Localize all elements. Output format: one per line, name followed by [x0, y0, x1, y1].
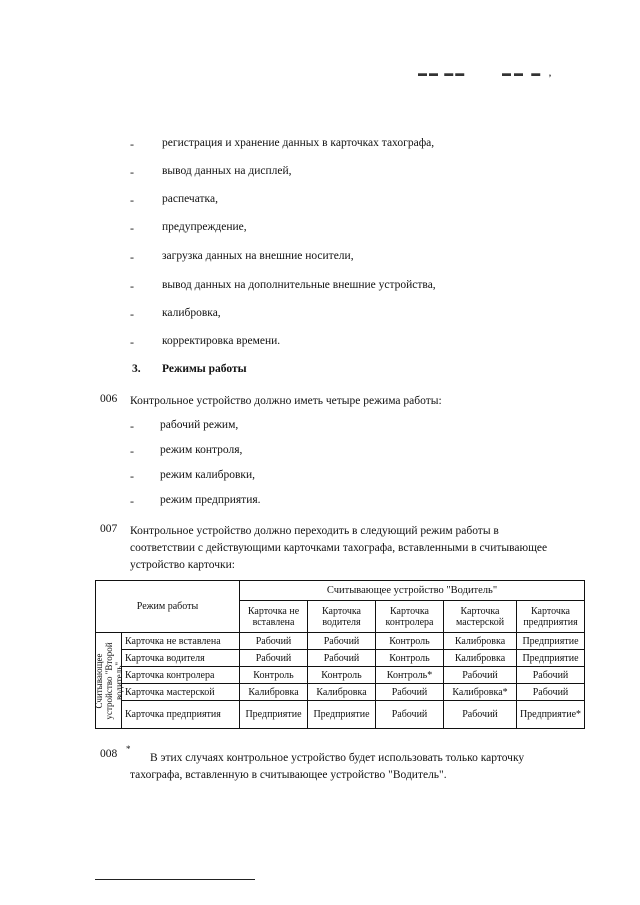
table-cell: Рабочий	[240, 650, 308, 667]
scan-mark-right: ▬▬ ▬ ‚	[502, 68, 555, 78]
list-item: распечатка,	[162, 193, 218, 205]
list-item: загрузка данных на внешние носители,	[162, 250, 354, 262]
table-cell: Контроль	[376, 650, 444, 667]
table-cell: Калибровка	[240, 684, 308, 701]
table-cell: Предприятие	[308, 701, 376, 729]
list-item: калибровка,	[162, 307, 221, 319]
row-header: Карточка не вставлена	[122, 633, 240, 650]
section-heading	[132, 363, 247, 375]
table-cell: Калибровка*	[444, 684, 517, 701]
table-cell: Рабочий	[308, 650, 376, 667]
section-title: Режимы работы	[162, 363, 247, 375]
table-cell: Рабочий	[376, 701, 444, 729]
corner-header: Режим работы	[96, 581, 240, 633]
table-cell: Контроль	[376, 633, 444, 650]
column-header: Карточка водителя	[308, 601, 376, 633]
paragraph-number-007: 007	[100, 523, 118, 535]
paragraph-006-text: Контрольное устройство должно иметь четыре режима работы:	[130, 395, 442, 407]
table-cell: Предприятие*	[517, 701, 585, 729]
table-cell: Рабочий	[444, 667, 517, 684]
list-item: корректировка времени.	[162, 335, 281, 347]
list-dash: -	[130, 494, 134, 508]
paragraph-number-008: 008	[100, 748, 118, 760]
table-cell: Рабочий	[308, 633, 376, 650]
list-dash: -	[130, 444, 134, 458]
paragraph-line: тахографа, вставленную в считывающее устройство "Водитель".	[130, 769, 447, 781]
table-cell: Контроль	[308, 667, 376, 684]
list-dash: -	[130, 307, 134, 321]
table-cell: Калибровка	[308, 684, 376, 701]
modes-table	[95, 580, 585, 729]
driver-reader-header: Считывающее устройство "Водитель"	[240, 581, 585, 601]
table-cell: Контроль	[240, 667, 308, 684]
column-header: Карточка предприятия	[517, 601, 585, 633]
list-item: режим калибровки,	[160, 469, 256, 481]
list-dash: -	[130, 137, 134, 151]
list-item: рабочий режим,	[160, 419, 239, 431]
row-header: Карточка предприятия	[122, 701, 240, 729]
list-item: вывод данных на дополнительные внешние устройства,	[162, 279, 436, 291]
codriver-reader-label: Считывающее устройство "Второй водитель"	[93, 641, 124, 720]
table-cell: Предприятие	[517, 633, 585, 650]
column-header: Карточка контролера	[376, 601, 444, 633]
table-cell: Калибровка	[444, 633, 517, 650]
column-header: Карточка не вставлена	[240, 601, 308, 633]
list-dash: -	[130, 193, 134, 207]
table-cell: Рабочий	[517, 684, 585, 701]
list-item: вывод данных на дисплей,	[162, 165, 292, 177]
paragraph-number-006: 006	[100, 393, 118, 405]
table-cell: Контроль*	[376, 667, 444, 684]
list-item: режим контроля,	[160, 444, 243, 456]
list-item: предупреждение,	[162, 221, 247, 233]
row-header: Карточка водителя	[122, 650, 240, 667]
table-cell: Предприятие	[517, 650, 585, 667]
paragraph-line: устройство карточки:	[130, 559, 235, 571]
table-cell: Рабочий	[517, 667, 585, 684]
codriver-reader-header	[93, 633, 124, 729]
table-cell: Рабочий	[444, 701, 517, 729]
row-header: Карточка мастерской	[122, 684, 240, 701]
list-dash: -	[130, 279, 134, 293]
list-dash: -	[130, 165, 134, 179]
list-dash: -	[130, 250, 134, 264]
paragraph-line: Контрольное устройство должно переходить в следующий режим работы в	[130, 525, 499, 537]
row-header: Карточка контролера	[122, 667, 240, 684]
table-cell: Рабочий	[376, 684, 444, 701]
list-dash: -	[130, 335, 134, 349]
footnote-star: *	[126, 744, 131, 754]
scan-mark-left: ▬▬ ▬▬	[418, 68, 467, 78]
footnote-divider	[95, 879, 255, 880]
paragraph-line: соответствии с действующими карточками тахографа, вставленными в считывающее	[130, 542, 548, 554]
section-number: 3.	[132, 363, 141, 375]
list-dash: -	[130, 221, 134, 235]
list-dash: -	[130, 469, 134, 483]
paragraph-line: В этих случаях контрольное устройство будет использовать только карточку	[150, 752, 525, 764]
list-item: регистрация и хранение данных в карточках тахографа,	[162, 137, 435, 149]
table-cell: Предприятие	[240, 701, 308, 729]
paragraph-007-text	[130, 523, 580, 574]
paragraph-008-text	[130, 750, 590, 784]
list-dash: -	[130, 419, 134, 433]
table-cell: Калибровка	[444, 650, 517, 667]
list-item: режим предприятия.	[160, 494, 261, 506]
table-cell: Рабочий	[240, 633, 308, 650]
column-header: Карточка мастерской	[444, 601, 517, 633]
